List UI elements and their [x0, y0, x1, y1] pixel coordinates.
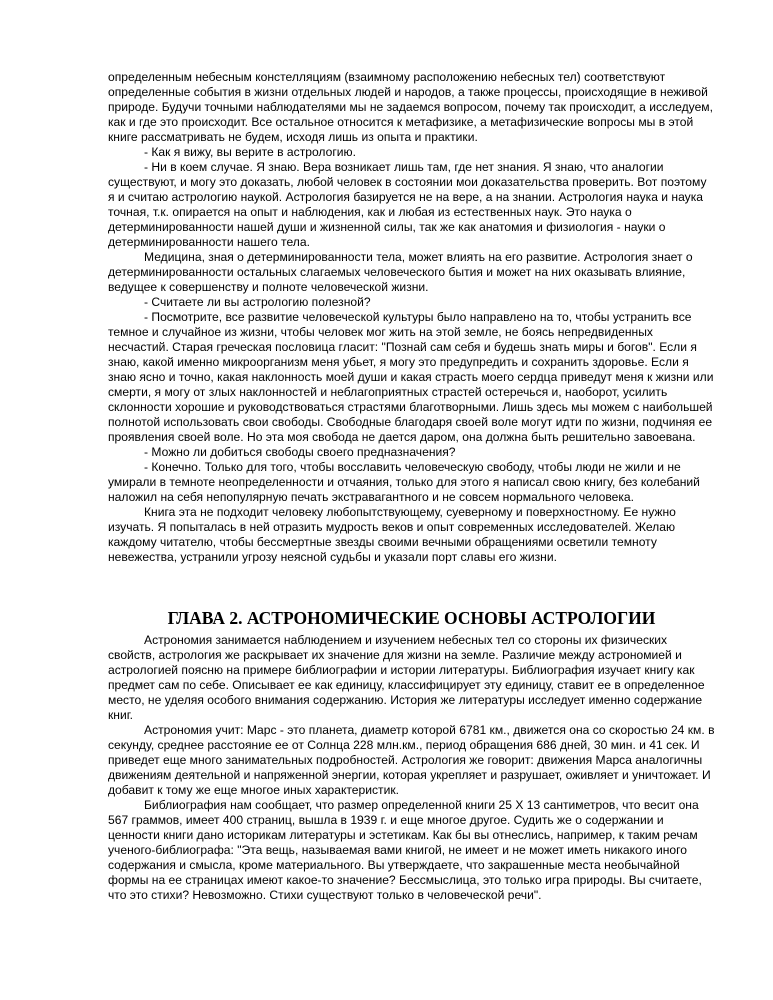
paragraph: Астрономия занимается наблюдением и изучением небесных тел со стороны их физических свойств, астрология же раскрывает их значение для жизни на земле. Различие между астрономией и астрологией поясню на примере библиографии и истории литературы. Библиография изучает книгу как предмет сам по себе. Описывает ее как единицу, классифицирует эту единицу, ставит ее в определенное место, не уделяя особого внимания содержанию. История же литературы исследует именно содержание книг. — [108, 633, 705, 722]
paragraph: Медицина, зная о детерминированности тела, может влиять на его развитие. Астрология знает о детерминированности остальных слагаемых человеческого бытия и может на них оказывать влияние, ведущее к совершенству и полноте человеческой жизни. — [108, 250, 693, 294]
dialogue-line: - Конечно. Только для того, чтобы восславить человеческую свободу, чтобы люди не жили и не умирали в темноте неопределенности и отчаяния, только для этого я написал свою книгу, без колебаний наложил на себя непопулярную печать экстравагантного и не совсем нормального человека. — [108, 460, 700, 504]
paragraph: Библиография нам сообщает, что размер определенной книги 25 Х 13 сантиметров, что весит она 567 граммов, имеет 400 страниц, вышла в 1939 г. и еще многое другое. Судить же о содержании и ценности книги дано историкам литературы и эстетикам. Как бы вы отнеслись, например, к таким речам ученого-библиографа: "Эта вещь, называемая вами книгой, не имеет и не может иметь никакого иного содержания и смысла, кроме материального. Вы утверждаете, что закрашенные места необычайной формы на ее страницах имеют какое-то значение? Бессмыслица, это только игра природы. Вы считаете, что это стихи? Невозможно. Стихи существуют только в человеческой речи". — [108, 798, 702, 902]
paragraph: Астрономия учит: Марс - это планета, диаметр которой 6781 км., движется она со скоростью 24 км. в секунду, среднее расстояние ее от Солнца 228 млн.км., период обращения 686 дней, 30 мин. и 41 сек. И приведет еще много занимательных подробностей. Астрология же говорит: движения Марса аналогичны движениям деятельной и напряженной энергии, которая укрепляет и разрушает, оживляет и уничтожает. И добавит к тому же еще многое иных характеристик. — [108, 723, 715, 797]
dialogue-line: - Как я вижу, вы верите в астрологию. — [144, 145, 356, 159]
dialogue-line: - Посмотрите, все развитие человеческой культуры было направлено на то, чтобы устранить все темное и случайное из жизни, чтобы человек мог жить на этой земле, не боясь непредвиденных несчастий. Старая греческая пословица гласит: "Познай сам себя и будешь знать миры и богов". Если я знаю, какой именно микроорганизм меня убьет, я могу это предупредить и сохранить здоровье. Если я знаю ясно и точно, какая наклонность моей души и какая страсть моего сердца приведут меня к жизни или смерти, я могу от злых наклонностей и неблагоприятных страстей остеречься и, наоборот, усилить склонности хорошие и руководствоваться страстями благотворными. Лишь здесь мы можем с наибольшей полнотой использовать свои свободы. Свободные благодаря своей воле могут идти по жизни, подчиняя ее проявления своей воле. Но эта моя свобода не дается даром, она должна быть решительно завоевана. — [108, 310, 714, 444]
dialogue-line: - Считаете ли вы астрологию полезной? — [144, 295, 371, 309]
dialogue-line: - Можно ли добиться свободы своего предназначения? — [144, 445, 456, 459]
document-page — [108, 70, 715, 903]
paragraph: определенным небесным констелляциям (взаимному расположению небесных тел) соответствуют определенные события в жизни отдельных людей и народов, а также процессы, происходящие в неживой природе. Будучи точными наблюдателями мы не задаемся вопросом, почему так происходит, а исследуем, как и где это происходит. Все остальное относится к метафизике, а метафизические вопросы мы в этой книге рассматривать не будем, исходя лишь из опыта и практики. — [108, 70, 713, 144]
paragraph: Книга эта не подходит человеку любопытствующему, суеверному и поверхностному. Ее нужно изучать. Я попыталась в ней отразить мудрость веков и опыт современных исследователей. Желаю каждому читателю, чтобы бессмертные звезды своими вечными обращениями осветили темноту невежества, устранили угрозу неясной судьбы и указали порт славы его жизни. — [108, 505, 676, 564]
dialogue-line: - Ни в коем случае. Я знаю. Вера возникает лишь там, где нет знания. Я знаю, что аналогии существуют, и могу это доказать, любой человек в состоянии мои доказательства проверить. Вот поэтому я и считаю астрологию наукой. Астрология базируется не на вере, а на знании. Астрология наука и наука точная, т.к. опирается на опыт и наблюдения, как и любая из естественных наук. Это наука о детерминированности нашей души и жизненной силы, так же как анатомия и физиология - науки о детерминированности нашего тела. — [108, 160, 707, 249]
chapter-title: ГЛАВА 2. АСТРОНОМИЧЕСКИЕ ОСНОВЫ АСТРОЛОГИИ — [167, 608, 656, 628]
